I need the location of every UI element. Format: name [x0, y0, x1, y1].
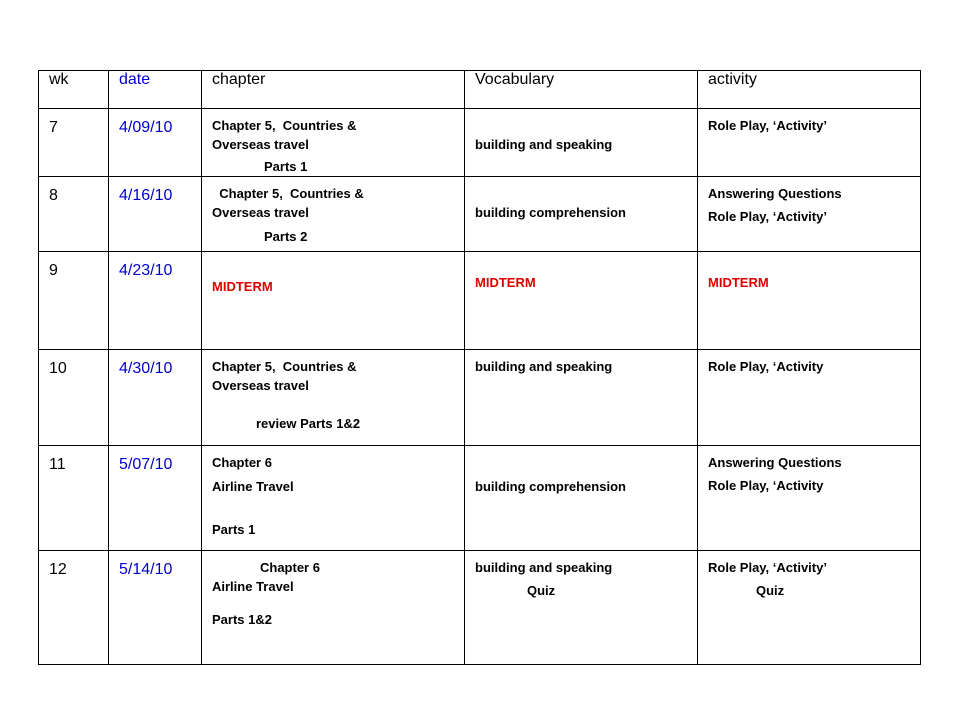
week-cell: 8	[39, 177, 109, 252]
activity-cell: Answering Questions Role Play, ‘Activity’	[698, 177, 921, 252]
vocabulary-cell: building and speaking Quiz	[465, 551, 698, 665]
vocabulary-cell: building and speaking	[465, 109, 698, 177]
header-vocabulary: Vocabulary	[465, 71, 698, 109]
chapter-cell: Chapter 6 Airline Travel Parts 1&2	[202, 551, 465, 665]
table-row	[39, 109, 921, 177]
vocabulary-cell: building and speaking	[465, 350, 698, 446]
header-wk: wk	[39, 71, 109, 109]
header-activity: activity	[698, 71, 921, 109]
header-row	[39, 71, 921, 109]
table-row	[39, 252, 921, 350]
date-cell: 4/09/10	[109, 109, 202, 177]
table-row	[39, 446, 921, 551]
week-cell: 10	[39, 350, 109, 446]
chapter-cell: Chapter 5, Countries & Overseas travel Parts 2	[202, 177, 465, 252]
activity-cell: Role Play, ‘Activity’ Quiz	[698, 551, 921, 665]
date-cell: 5/07/10	[109, 446, 202, 551]
table-row	[39, 177, 921, 252]
week-cell: 9	[39, 252, 109, 350]
activity-cell: Answering Questions Role Play, ‘Activity	[698, 446, 921, 551]
table-row	[39, 551, 921, 665]
week-cell: 11	[39, 446, 109, 551]
header-chapter: chapter	[202, 71, 465, 109]
chapter-cell: Chapter 5, Countries & Overseas travel Parts 1	[202, 109, 465, 177]
table-row	[39, 350, 921, 446]
vocabulary-cell: building comprehension	[465, 446, 698, 551]
vocabulary-cell: building comprehension	[465, 177, 698, 252]
date-cell: 4/23/10	[109, 252, 202, 350]
date-cell: 4/16/10	[109, 177, 202, 252]
date-cell: 5/14/10	[109, 551, 202, 665]
chapter-cell: MIDTERM	[202, 252, 465, 350]
vocabulary-cell: MIDTERM	[465, 252, 698, 350]
chapter-cell: Chapter 6 Airline Travel Parts 1	[202, 446, 465, 551]
week-cell: 12	[39, 551, 109, 665]
date-cell: 4/30/10	[109, 350, 202, 446]
activity-cell: Role Play, ‘Activity’	[698, 109, 921, 177]
chapter-cell: Chapter 5, Countries & Overseas travel review Parts 1&2	[202, 350, 465, 446]
activity-cell: MIDTERM	[698, 252, 921, 350]
activity-cell: Role Play, ‘Activity	[698, 350, 921, 446]
week-cell: 7	[39, 109, 109, 177]
schedule-table	[38, 70, 921, 665]
header-date: date	[109, 71, 202, 109]
